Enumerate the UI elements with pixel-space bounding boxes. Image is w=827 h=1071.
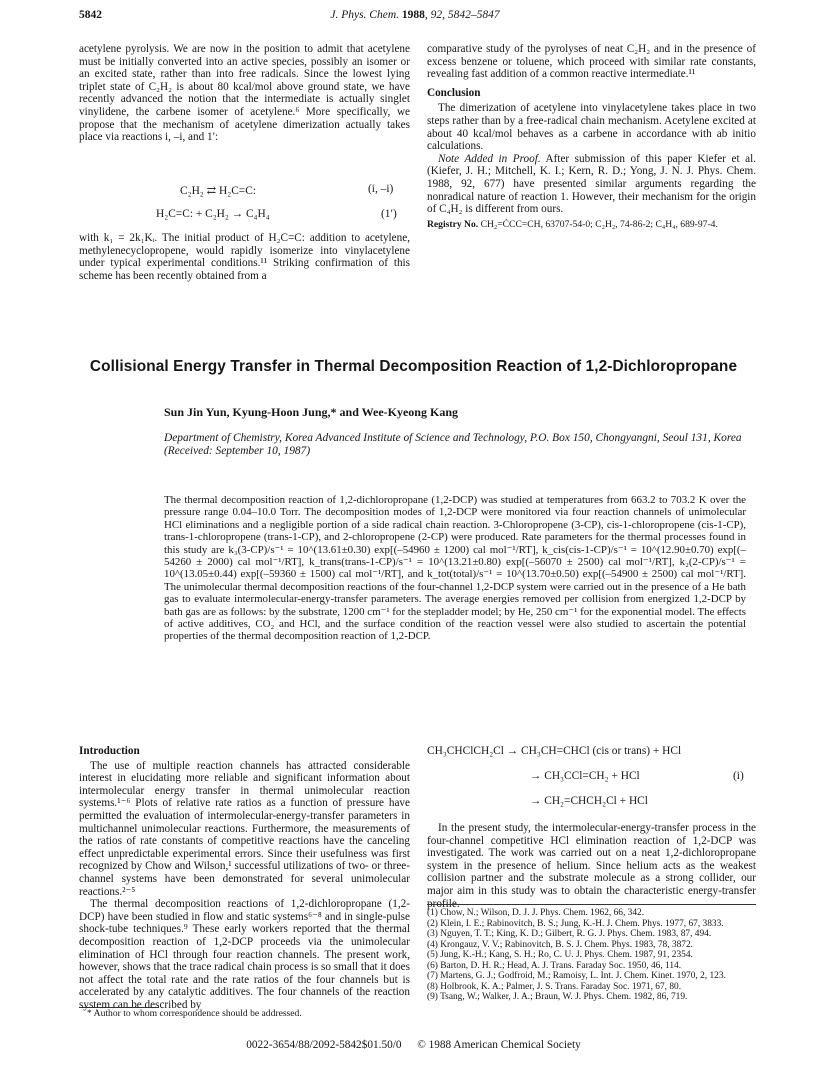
intro-paragraph-1: The use of multiple reaction channels has attracted considerable interest in elucidating more reliable and significant information about intermolecular energy transfer in thermal unimolecular reaction systems.¹⁻⁶ Plots of relative rate ratios as a function of pressure have permitted the evaluation of intermolecular-energy-transfer parameters in multichannel unimolecular reactions. Furthermore, the measurements of the ratios of rate constants of competitive reactions have the canceling effect unpredictable experimental errors. Since their usefulness was first recognized by Chow and Wilson,¹ successful utilizations of two- or three-channel systems have been demonstrated for several unimolecular reactions.²⁻⁵ <box>79 759 410 898</box>
article-affiliation: Department of Chemistry, Korea Advanced Institute of Science and Technology, P.O. Box 150, Chongyangni, Seoul 131, Korea (Received: September 10, 1987) <box>164 432 742 457</box>
references-list <box>427 908 756 1003</box>
page-number: 5842 <box>79 9 102 21</box>
article-title: Collisional Energy Transfer in Thermal Decomposition Reaction of 1,2-Dichloropropane <box>89 358 738 375</box>
prev-article-right-column <box>427 43 756 230</box>
reference-item: (3) Nguyen, T. T.; King, K. D.; Gilbert, R. G. J. Phys. Chem. 1983, 87, 494. <box>427 929 712 939</box>
registry-numbers <box>427 219 756 231</box>
author-footnote: * Author to whom correspondence should be addressed. <box>87 1008 302 1019</box>
reference-item: (8) Holbrook, K. A.; Palmer, J. S. Trans. Faraday Soc. 1971, 67, 80. <box>427 981 682 992</box>
journal-volume-pages: 92, 5842–5847 <box>430 9 500 21</box>
registry-label: Registry No. <box>427 218 479 230</box>
intro-right-column <box>427 822 756 910</box>
article-authors: Sun Jin Yun, Kyung-Hoon Jung,* and Wee-Kyeong Kang <box>164 405 458 419</box>
page-footer <box>0 1039 827 1051</box>
reference-item: (7) Martens, G. J.; Godfroid, M.; Ramoisy, L. Int. J. Chem. Kinet. 1970, 2, 123. <box>427 971 726 981</box>
scheme-line-2: → CH₃CCl=CH₂ + HCl <box>530 770 640 782</box>
equation-1prime-label: (1′) <box>381 208 397 220</box>
running-header: J. Phys. Chem. 1988, 92, 5842–5847 <box>330 9 500 21</box>
reference-item: (5) Jung, K.-H.; Kang, S. H.; Ro, C. U. J. Phys. Chem. 1987, 91, 2354. <box>427 950 693 960</box>
equation-i-label: (i, –i) <box>368 183 394 195</box>
prev-right-paragraph-1: comparative study of the pyrolyses of neat C₂H₂ and in the presence of excess benzene or toluene, which proceed with similar rate constants, revealing fast addition of a common reactive intermediate.¹¹ <box>427 43 756 81</box>
note-text: After submission of this paper Kiefer et al. (Kiefer, J. H.; Mitchell, K. I.; Kern, R. D.; Yong, J. N. J. Phys. Chem. 1988, 92, 677) have presented similar arguments regarding the nonradical nature of reaction 1. However, their mechanism for the origin of C₄H₂ is different from ours. <box>427 152 756 216</box>
equation-i: C₂H₂ ⇄ H₂C=C: <box>180 185 256 197</box>
references-rule <box>427 904 756 905</box>
journal-year: 1988 <box>401 9 425 21</box>
article-abstract <box>164 494 746 643</box>
conclusion-paragraph: The dimerization of acetylene into vinylacetylene takes place in two steps rather than by a free-radical chain mechanism. Acetylene excited at about 40 kcal/mol behaves as a carbene in accordance with ab initio calculations. <box>427 102 756 153</box>
conclusion-heading: Conclusion <box>427 86 481 99</box>
prev-article-left-column <box>79 43 410 144</box>
introduction-heading: Introduction <box>79 745 140 757</box>
equation-1prime: H₂C=C: + C₂H₂ → C₄H₄ <box>156 208 270 220</box>
scheme-line-3: → CH₂=CHCH₂Cl + HCl <box>530 795 648 807</box>
scheme-label: (i) <box>733 770 744 782</box>
reference-item: (9) Tsang, W.; Walker, J. A.; Braun, W. J. Phys. Chem. 1982, 86, 719. <box>427 992 688 1002</box>
reference-item: (6) Barton, D. H. R.; Head, A. J. Trans. Faraday Soc. 1950, 46, 114. <box>427 960 682 971</box>
registry-text: CH₂=ĊCC=CH, 63707-54-0; C₂H₂, 74-86-2; C₄H₄, 689-97-4. <box>480 218 718 230</box>
intro-paragraph-2: The thermal decomposition reactions of 1,2-dichloropropane (1,2-DCP) have been studied in flow and static systems⁶⁻⁸ and in single-pulse shock-tube techniques.⁹ These early workers reported that the thermal decomposition reaction of 1,2-DCP proceeds via the unimolecular elimination of HCl through four reaction channels. The present work, however, shows that the trace radical chain process is so small that it does not affect the total rate and the rate ratios of the four channels but is accelerated by any catalytic additives. The four channels of the reaction system can be described by <box>79 898 410 1011</box>
footer-copyright: © 1988 American Chemical Society <box>417 1039 581 1051</box>
note-added-in-proof <box>427 153 756 216</box>
prev-article-left-column-end <box>79 232 410 282</box>
journal-name: J. Phys. Chem. <box>330 9 400 21</box>
intro-left-column <box>79 745 410 1011</box>
reference-item: (1) Chow, N.; Wilson, D. J. J. Phys. Chem. 1962, 66, 342. <box>427 908 645 918</box>
abstract-paragraph: The thermal decomposition reaction of 1,2-dichloropropane (1,2-DCP) was studied at temperatures from 663.2 to 703.2 K over the pressure range 0.04–10.0 Torr. The decomposition modes of 1,2-DCP were monitored via four reaction channels of unimolecular HCl eliminations and a negligible portion of a side radical chain reaction. 3-Chloropropene (3-CP), cis-1-chloropropene (cis-1-CP), trans-1-chloropropene (trans-1-CP), and 2-chloropropene (2-CP) were produced. Rate parameters for the thermal processes found in this study are k₃(3-CP)/s⁻¹ = 10^(13.61±0.30) exp[(–54960 ± 1200) cal mol⁻¹/RT], k_cis(cis-1-CP)/s⁻¹ = 10^(12.90±0.70) exp[(–54260 ± 2000) cal mol⁻¹/RT], k_trans(trans-1-CP)/s⁻¹ = 10^(13.21±0.80) exp[(–56070 ± 2500) cal mol⁻¹/RT], k₂(2-CP)/s⁻¹ = 10^(13.05±0.44) exp[(–59360 ± 1500) cal mol⁻¹/RT], and k_tot(total)/s⁻¹ = 10^(13.70±0.50) exp[(–54900 ± 2500) cal mol⁻¹/RT]. The unimolecular thermal decomposition reactions of the four-channel 1,2-DCP system were carried out in the presence of a He bath gas to evaluate intermolecular-energy-transfer parameters. The average energies removed per collision from energized 1,2-DCP by bath gas are as follows: by the substrate, 1200 cm⁻¹ for the stepladder model; by He, 250 cm⁻¹ for the exponential model. The effects of active additives, CO₂ and HCl, and the surface condition of the reaction vessel were also studied to ascertain the potential properties of the thermal decomposition reaction of 1,2-DCP. <box>164 494 746 643</box>
footer-code: 0022-3654/88/2092-5842$01.50/0 <box>246 1039 402 1051</box>
scheme-line-1: CH₃CHClCH₂Cl → CH₃CH=CHCl (cis or trans) + HCl <box>427 745 682 757</box>
reference-item: (2) Klein, I. E.; Rabinovitch, B. S.; Jung, K.-H. J. Chem. Phys. 1977, 67, 3833. <box>427 918 724 929</box>
intro-right-paragraph-1: In the present study, the intermolecular-energy-transfer process in the four-channel competitive HCl elimination reaction of 1,2-DCP was investigated. The work was carried out on a neat 1,2-dichloropropane system in the presence of helium. Since helium acts as the weakest collision partner and the substrate molecule as a strong collider, our major aim in this study was to obtain the characteristic energy-transfer profile. <box>427 822 756 910</box>
note-label: Note Added in Proof. <box>438 152 541 165</box>
reference-item: (4) Krongauz, V. V.; Rabinovitch, B. S. J. Chem. Phys. 1983, 78, 3872. <box>427 939 693 950</box>
prev-left-paragraph-1: acetylene pyrolysis. We are now in the position to admit that acetylene must be initially converted into an active species, possibly an isomer or an excited state, rather than into free radicals. Since the lowest lying triplet state of C₂H₂ is about 80 kcal/mol above ground state, we have recently advanced the notion that the intermediate is actually singlet vinylidene, the carbene isomer of acetylene.⁶ More specifically, we propose that the mechanism of acetylene dimerization actually takes place via reactions i, –i, and 1′: <box>79 43 410 144</box>
prev-left-paragraph-2: with k₁ = 2k₁Kᵢ. The initial product of H₂C=C: addition to acetylene, methylenecyclopropene, would rapidly isomerize into vinylacetylene under typical experimental conditions.¹¹ Striking confirmation of this scheme has been recently obtained from a <box>79 232 410 282</box>
